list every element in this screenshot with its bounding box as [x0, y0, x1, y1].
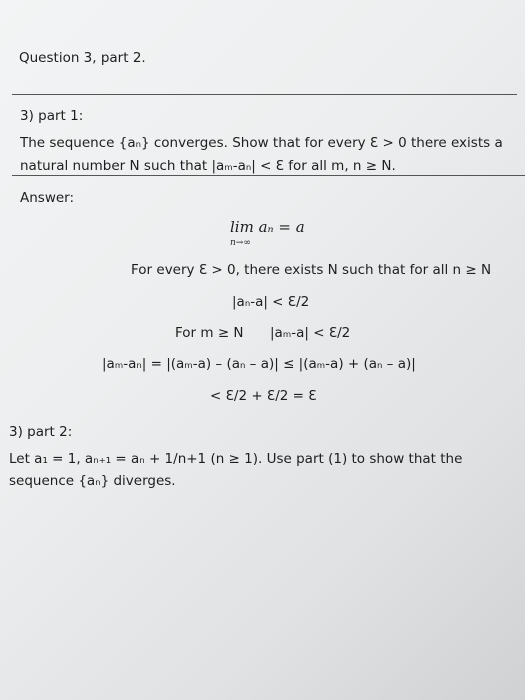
- part1-prompt-line1: The sequence {aₙ} converges. Show that for every Ɛ > 0 there exists a: [20, 135, 503, 151]
- proof-step-1: For every Ɛ > 0, there exists N such that for all n ≥ N: [131, 262, 492, 278]
- divider-top: [12, 94, 517, 95]
- proof-step-3-inequality: |aₘ-a| < Ɛ/2: [270, 325, 351, 341]
- part2-prompt-line2: sequence {aₙ} diverges.: [9, 473, 176, 489]
- part2-prompt-line1: Let a₁ = 1, aₙ₊₁ = aₙ + 1/n+1 (n ≥ 1). Use part (1) to show that the: [9, 451, 463, 467]
- limit-expression: lim aₙ = a: [230, 218, 305, 236]
- part1-heading: 3) part 1:: [20, 108, 84, 124]
- proof-step-2: |aₙ-a| < Ɛ/2: [232, 294, 310, 310]
- question-title: Question 3, part 2.: [19, 50, 146, 66]
- part1-prompt-line2: natural number N such that |aₘ-aₙ| < Ɛ for all m, n ≥ N.: [20, 158, 396, 174]
- part2-heading: 3) part 2:: [9, 424, 73, 440]
- proof-step-4: |aₘ-aₙ| = |(aₘ-a) – (aₙ – a)| ≤ |(aₘ-a) + (aₙ – a)|: [102, 356, 416, 372]
- proof-step-3-condition: For m ≥ N: [175, 325, 244, 341]
- answer-label: Answer:: [20, 190, 75, 206]
- divider-middle: [12, 175, 525, 176]
- proof-step-5: < Ɛ/2 + Ɛ/2 = Ɛ: [210, 388, 317, 404]
- limit-subscript: n→∞: [230, 238, 251, 248]
